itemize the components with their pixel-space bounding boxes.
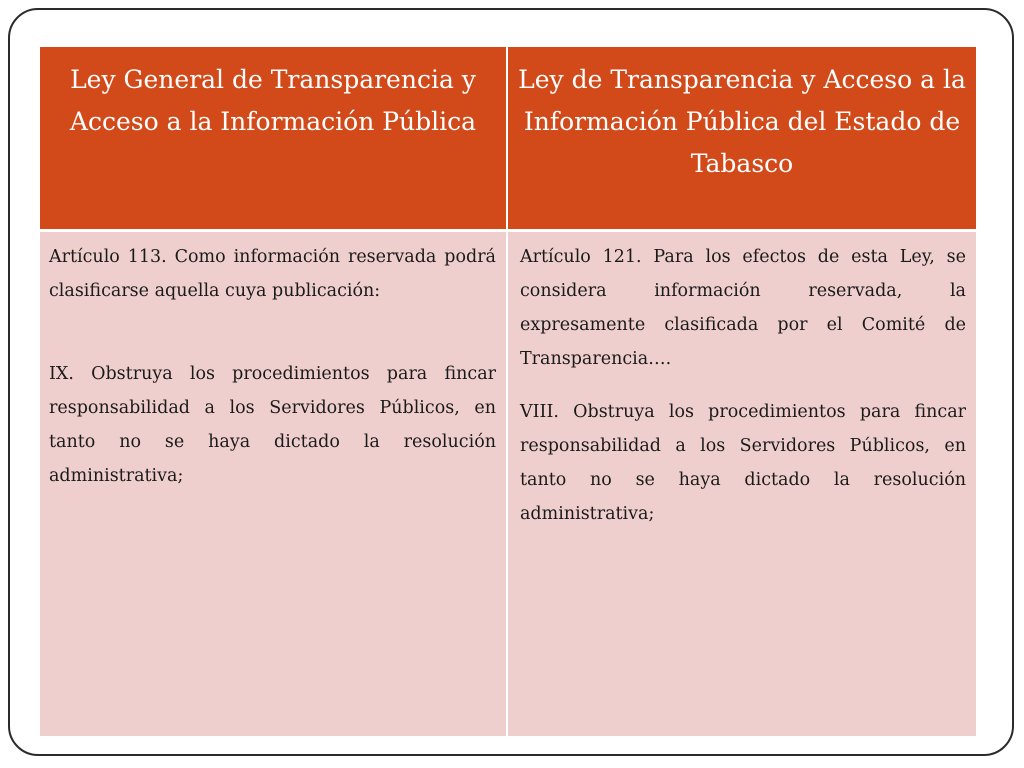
fraccion-viii-text: VIII. Obstruya los procedimientos para fincar responsabilidad a los Servidores Públicos, en tanto no se haya dictado la resolución administrativa; [520, 402, 966, 524]
cell-ley-general [40, 229, 508, 736]
header-ley-general: Ley General de Transparencia y Acceso a la Información Pública [40, 47, 508, 229]
comparison-table [40, 47, 976, 736]
header-ley-tabasco: Ley de Transparencia y Acceso a la Información Pública del Estado de Tabasco [508, 47, 976, 229]
cell-ley-tabasco [508, 229, 976, 736]
fraccion-ix-text: IX. Obstruya los procedimientos para fincar responsabilidad a los Servidores Públicos, en tanto no se haya dictado la resolución administrativa; [49, 364, 496, 486]
articulo-121-text: Artículo 121. Para los efectos de esta Ley, se considera información reservada, la expresamente clasificada por el Comité de Transparencia…. [520, 247, 966, 369]
articulo-113-text: Artículo 113. Como información reservada podrá clasificarse aquella cuya publicación: [49, 247, 496, 301]
